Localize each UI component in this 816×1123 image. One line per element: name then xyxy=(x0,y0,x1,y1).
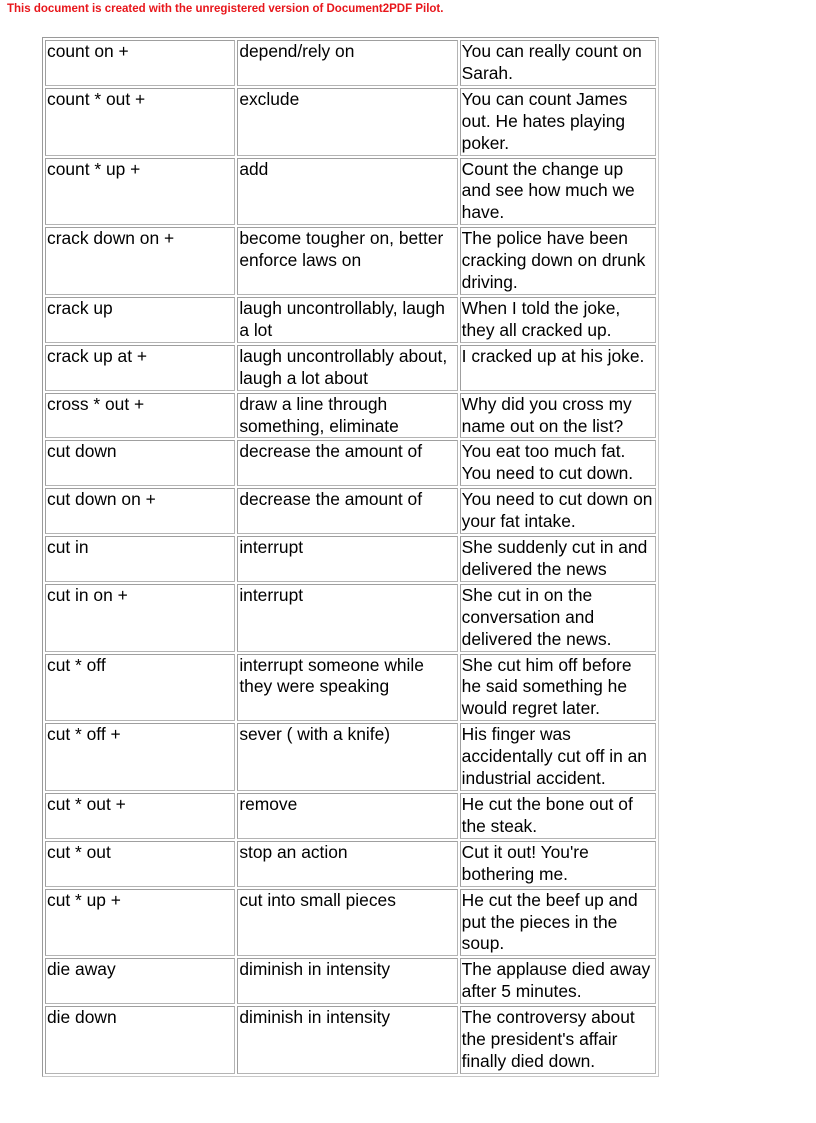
meaning-cell: draw a line through something, eliminate xyxy=(237,393,457,439)
table-row xyxy=(45,793,656,839)
meaning-cell: interrupt xyxy=(237,536,457,582)
meaning-cell: diminish in intensity xyxy=(237,1006,457,1074)
table-row xyxy=(45,158,656,226)
table-row xyxy=(45,297,656,343)
verb-cell: cut * off xyxy=(45,654,235,722)
unregistered-banner: This document is created with the unregistered version of Document2PDF Pilot. xyxy=(7,3,444,15)
meaning-cell: laugh uncontrollably, laugh a lot xyxy=(237,297,457,343)
example-cell: His finger was accidentally cut off in an industrial accident. xyxy=(460,723,656,791)
verb-cell: cut * out + xyxy=(45,793,235,839)
verb-cell: die away xyxy=(45,958,235,1004)
meaning-cell: sever ( with a knife) xyxy=(237,723,457,791)
example-cell: You need to cut down on your fat intake. xyxy=(460,488,656,534)
example-cell: She suddenly cut in and delivered the news xyxy=(460,536,656,582)
example-cell: You eat too much fat. You need to cut down. xyxy=(460,440,656,486)
example-cell: He cut the beef up and put the pieces in the soup. xyxy=(460,889,656,957)
verb-cell: cut down xyxy=(45,440,235,486)
meaning-cell: interrupt xyxy=(237,584,457,652)
example-cell: The controversy about the president's affair finally died down. xyxy=(460,1006,656,1074)
meaning-cell: exclude xyxy=(237,88,457,156)
meaning-cell: remove xyxy=(237,793,457,839)
meaning-cell: diminish in intensity xyxy=(237,958,457,1004)
example-cell: You can really count on Sarah. xyxy=(460,40,656,86)
verb-cell: crack down on + xyxy=(45,227,235,295)
meaning-cell: become tougher on, better enforce laws on xyxy=(237,227,457,295)
example-cell: Cut it out! You're bothering me. xyxy=(460,841,656,887)
meaning-cell: interrupt someone while they were speaking xyxy=(237,654,457,722)
verb-cell: cut * up + xyxy=(45,889,235,957)
meaning-cell: add xyxy=(237,158,457,226)
table-row xyxy=(45,88,656,156)
meaning-cell: stop an action xyxy=(237,841,457,887)
example-cell: I cracked up at his joke. xyxy=(460,345,656,391)
phrasal-verb-table xyxy=(42,37,659,1077)
verb-cell: cross * out + xyxy=(45,393,235,439)
table-row xyxy=(45,889,656,957)
verb-cell: cut down on + xyxy=(45,488,235,534)
meaning-cell: depend/rely on xyxy=(237,40,457,86)
table-row xyxy=(45,440,656,486)
verb-cell: cut * out xyxy=(45,841,235,887)
table-row xyxy=(45,40,656,86)
example-cell: She cut him off before he said something he would regret later. xyxy=(460,654,656,722)
example-cell: The police have been cracking down on drunk driving. xyxy=(460,227,656,295)
table-row xyxy=(45,841,656,887)
table-row xyxy=(45,536,656,582)
verb-cell: cut * off + xyxy=(45,723,235,791)
verb-cell: count * up + xyxy=(45,158,235,226)
table-row xyxy=(45,393,656,439)
table-row xyxy=(45,958,656,1004)
verb-cell: count * out + xyxy=(45,88,235,156)
table-row xyxy=(45,1006,656,1074)
table-row xyxy=(45,345,656,391)
table-row xyxy=(45,654,656,722)
verb-cell: count on + xyxy=(45,40,235,86)
verb-cell: cut in xyxy=(45,536,235,582)
example-cell: Count the change up and see how much we have. xyxy=(460,158,656,226)
example-cell: She cut in on the conversation and delivered the news. xyxy=(460,584,656,652)
verb-cell: die down xyxy=(45,1006,235,1074)
verb-cell: cut in on + xyxy=(45,584,235,652)
table-row xyxy=(45,488,656,534)
verb-cell: crack up at + xyxy=(45,345,235,391)
example-cell: Why did you cross my name out on the list? xyxy=(460,393,656,439)
example-cell: You can count James out. He hates playing poker. xyxy=(460,88,656,156)
meaning-cell: cut into small pieces xyxy=(237,889,457,957)
meaning-cell: decrease the amount of xyxy=(237,488,457,534)
meaning-cell: laugh uncontrollably about, laugh a lot about xyxy=(237,345,457,391)
table-row xyxy=(45,584,656,652)
example-cell: When I told the joke, they all cracked up. xyxy=(460,297,656,343)
verb-cell: crack up xyxy=(45,297,235,343)
table-row xyxy=(45,723,656,791)
example-cell: The applause died away after 5 minutes. xyxy=(460,958,656,1004)
meaning-cell: decrease the amount of xyxy=(237,440,457,486)
example-cell: He cut the bone out of the steak. xyxy=(460,793,656,839)
table-row xyxy=(45,227,656,295)
